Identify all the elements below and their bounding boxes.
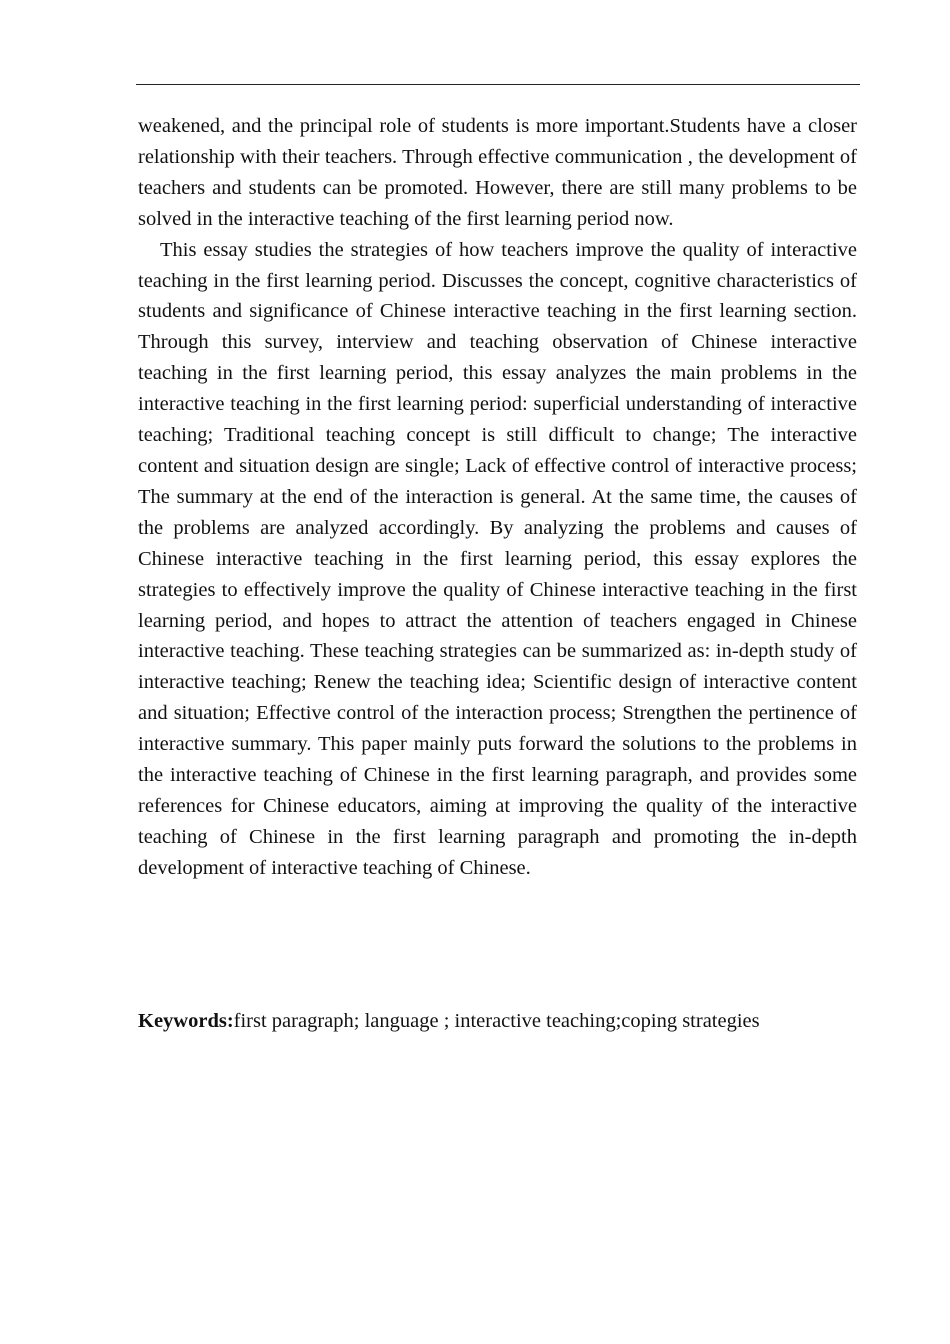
keywords-line — [138, 1006, 857, 1037]
abstract-body — [138, 111, 857, 884]
paragraph-main: This essay studies the strategies of how teachers improve the quality of interactive teaching in the first learning period. Discusses the concept, cognitive characteristics of students and significance of Chinese interactive teaching in the first learning section. Through this survey, interview and teaching observation of Chinese interactive teaching in the first learning period, this essay analyzes the main problems in the interactive teaching in the first learning period: superficial understanding of interactive teaching; Traditional teaching concept is still difficult to change; The interactive content and situation design are single; Lack of effective control of interactive process; The summary at the end of the interaction is general. At the same time, the causes of the problems are analyzed accordingly. By analyzing the problems and causes of Chinese interactive teaching in the first learning period, this essay explores the strategies to effectively improve the quality of Chinese interactive teaching in the first learning period, and hopes to attract the attention of teachers engaged in Chinese interactive teaching. These teaching strategies can be summarized as: in-depth study of interactive teaching; Renew the teaching idea; Scientific design of interactive content and situation; Effective control of the interaction process; Strengthen the pertinence of interactive summary. This paper mainly puts forward the solutions to the problems in the interactive teaching of Chinese in the first learning paragraph, and provides some references for Chinese educators, aiming at improving the quality of the interactive teaching of Chinese in the first learning paragraph and promoting the in-depth development of interactive teaching of Chinese. — [138, 238, 857, 879]
paragraph-continuation: weakened, and the principal role of students is more important.Students have a closer relationship with their teachers. Through effective communication , the development of teachers and students can be promoted. However, there are still many problems to be solved in the interactive teaching of the first learning period now. — [138, 115, 857, 230]
header-rule — [136, 84, 860, 85]
keywords-label: Keywords: — [138, 1010, 234, 1032]
keywords-value: first paragraph; language ; interactive teaching;coping strategies — [233, 1010, 760, 1032]
